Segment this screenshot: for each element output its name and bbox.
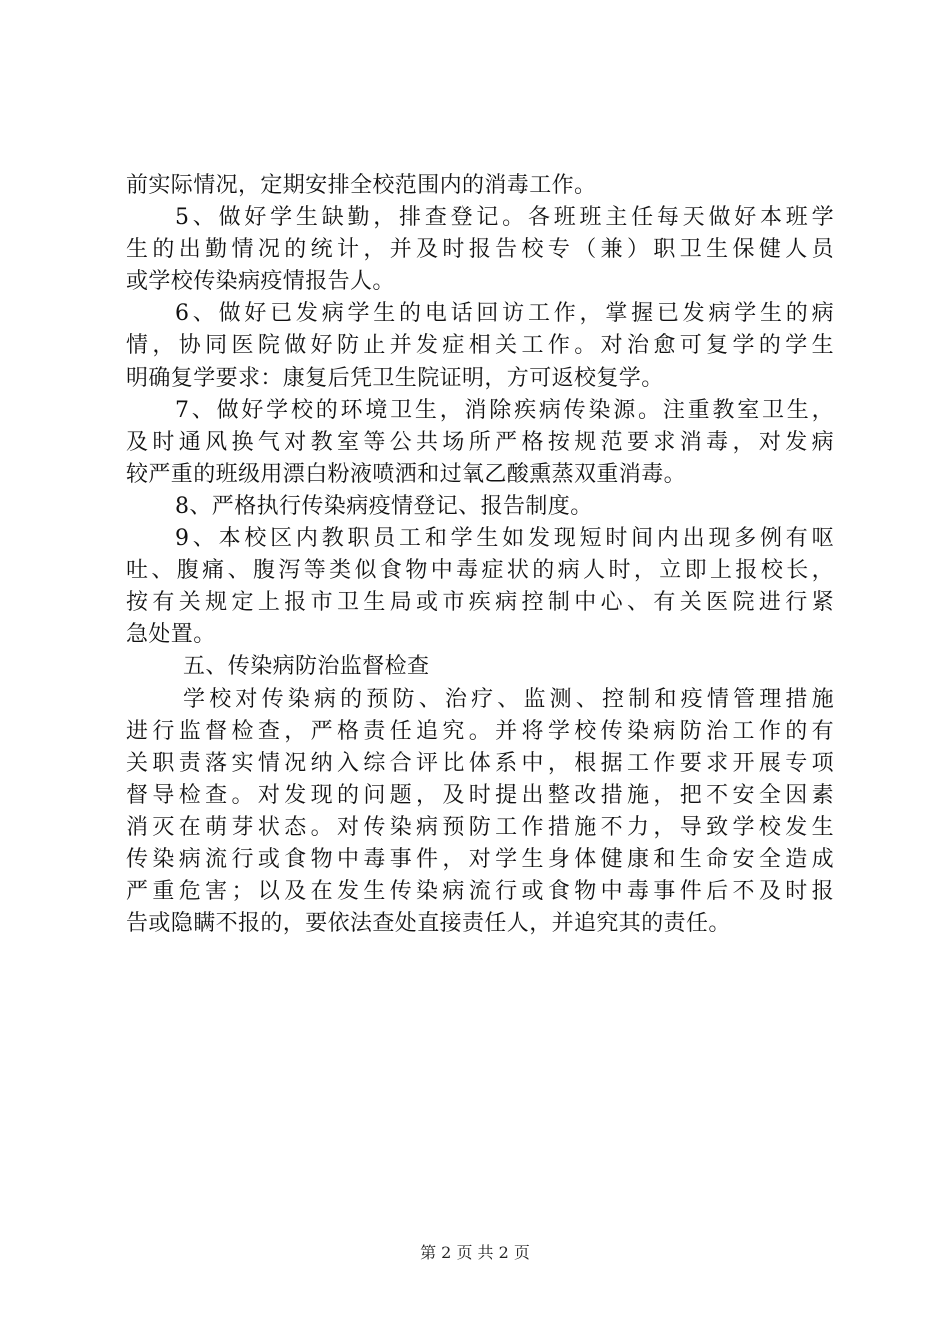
text-line: 按有关规定上报市卫生局或市疾病控制中心、有关医院进行紧	[126, 590, 834, 616]
text-line: 或学校传染病疫情报告人。	[126, 269, 395, 295]
text-line: 严重危害；以及在发生传染病流行或食物中毒事件后不及时报	[126, 879, 834, 905]
text-line: 及时通风换气对教室等公共场所严格按规范要求消毒，对发病	[126, 429, 834, 455]
text-line: 关职责落实情况纳入综合评比体系中，根据工作要求开展专项	[126, 750, 834, 776]
document-body	[126, 170, 834, 940]
text-line: 9、本校区内教职员工和学生如发现短时间内出现多例有呕	[175, 526, 834, 552]
text-line: 告或隐瞒不报的，要依法查处直接责任人，并追究其的责任。	[126, 911, 731, 937]
text-line: 情，协同医院做好防止并发症相关工作。对治愈可复学的学生	[126, 333, 834, 359]
text-line: 7、做好学校的环境卫生，消除疾病传染源。注重教室卫生，	[175, 397, 834, 423]
text-line: 6、做好已发病学生的电话回访工作，掌握已发病学生的病	[175, 301, 834, 327]
text-line: 8、严格执行传染病疫情登记、报告制度。	[175, 493, 593, 519]
text-line: 学校对传染病的预防、治疗、监测、控制和疫情管理措施	[183, 686, 834, 712]
text-line: 督导检查。对发现的问题，及时提出整改措施，把不安全因素	[126, 782, 834, 808]
text-line: 消灭在萌芽状态。对传染病预防工作措施不力，导致学校发生	[126, 814, 834, 840]
text-line: 前实际情况，定期安排全校范围内的消毒工作。	[126, 173, 597, 198]
text-line: 传染病流行或食物中毒事件，对学生身体健康和生命安全造成	[126, 846, 834, 872]
text-line: 进行监督检查，严格责任追究。并将学校传染病防治工作的有	[126, 718, 834, 744]
text-line: 急处置。	[126, 622, 216, 648]
section-heading: 五、传染病防治监督检查	[183, 654, 430, 680]
text-line: 较严重的班级用漂白粉液喷洒和过氧乙酸熏蒸双重消毒。	[126, 461, 687, 487]
page-number-footer: 第 2 页 共 2 页	[420, 1243, 530, 1262]
text-line: 生的出勤情况的统计，并及时报告校专（兼）职卫生保健人员	[126, 237, 834, 263]
text-line: 吐、腹痛、腹泻等类似食物中毒症状的病人时，立即上报校长，	[126, 558, 834, 584]
text-line: 5、做好学生缺勤，排查登记。各班班主任每天做好本班学	[175, 205, 834, 231]
text-line: 明确复学要求：康复后凭卫生院证明，方可返校复学。	[126, 365, 664, 391]
